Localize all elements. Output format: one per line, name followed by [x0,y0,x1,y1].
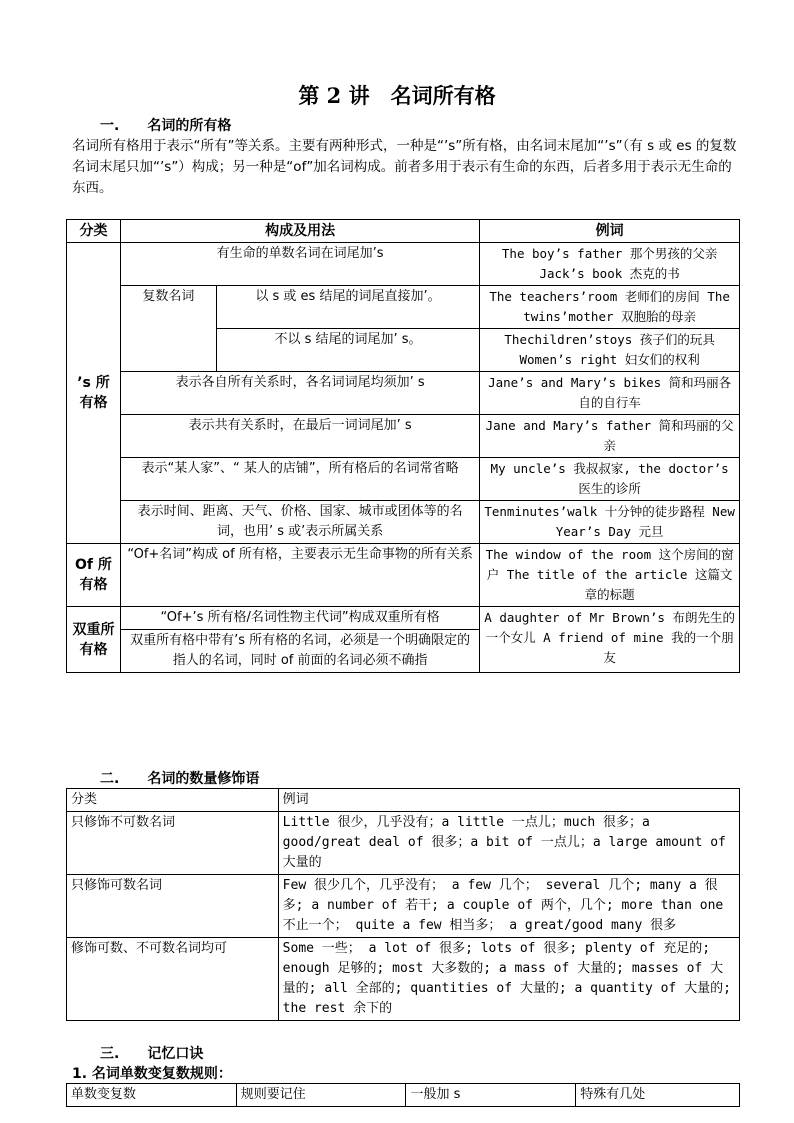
usage-cell: 表示时间、距离、天气、价格、国家、城市或团体等的名词，也用’ s 或’表示所属关系 [120,501,479,544]
plural-noun-label: 复数名词 [120,286,216,372]
usage-cell: 表示共有关系时，在最后一词词尾加’ s [120,415,479,458]
quantifier-table [66,788,740,1021]
example-cell: The window of the room 这个房间的窗户 The title of the article 这篇文章的标题 [480,544,740,607]
section1-paragraph: 名词所有格用于表示“所有”等关系。主要有两种形式，一种是“’s”所有格，由名词末尾加“’s”（有 s 或 es 的复数名词末尾只加“’s”）构成；另一种是“of”加名词构成。前者多用于表示有生命的东西，后者多用于表示无生命的东西。 [72,138,737,196]
example-cell: The teachers’room 老师们的房间 The twins’mother 双胞胎的母亲 [480,286,740,329]
rule-cell: 一般加 s [406,1084,576,1107]
example-cell: My uncle’s 我叔叔家, the doctor’s 医生的诊所 [480,458,740,501]
header-usage: 构成及用法 [120,220,479,243]
usage-cell: “Of+名词”构成 of 所有格，主要表示无生命事物的所有关系 [120,544,479,607]
category-double-possessive: 双重所有格 [67,607,121,673]
rule-cell: 特殊有几处 [576,1084,740,1107]
category-cell: 只修饰可数名词 [67,875,279,938]
header-examples: 例词 [278,789,739,812]
usage-cell: 表示“某人家”、“ 某人的店铺”，所有格后的名词常省略 [120,458,479,501]
example-cell: Few 很少几个，几乎没有； a few 几个； several 几个; many a 很多; a number of 若干; a couple of 两个，几个; more than one 不止一个； quite a few 相当多； a great/good many 很多 [278,875,739,938]
header-examples: 例词 [480,220,740,243]
usage-cell: 以 s 或 es 结尾的词尾直接加’。 [216,286,479,329]
section2-heading: 二. 名词的数量修饰语 [100,771,260,787]
rule-cell: 单数变复数 [67,1084,237,1107]
example-cell: Tenminutes’walk 十分钟的徒步路程 New Year’s Day 元旦 [480,501,740,544]
example-cell: A daughter of Mr Brown’s 布朗先生的一个女儿 A friend of mine 我的一个朋友 [480,607,740,673]
section1-heading: 一. 名词的所有格 [100,118,232,134]
example-cell: Jane and Mary’s father 简和玛丽的父亲 [480,415,740,458]
header-category: 分类 [67,789,279,812]
example-cell: Little 很少，几乎没有；a little 一点儿；much 很多；a good/great deal of 很多；a bit of 一点儿；a large amount of 大量的 [278,812,739,875]
usage-cell: 双重所有格中带有’s 所有格的名词，必须是一个明确限定的指人的名词，同时 of 前面的名词必须不确指 [120,630,479,673]
category-cell: 只修饰不可数名词 [67,812,279,875]
example-cell: Jane’s and Mary’s bikes 简和玛丽各自的自行车 [480,372,740,415]
possessive-table [66,219,740,673]
example-cell: The boy’s father 那个男孩的父亲 Jack’s book 杰克的书 [480,243,740,286]
plural-rules-table [66,1083,740,1107]
example-cell: Some 一些； a lot of 很多; lots of 很多; plenty of 充足的; enough 足够的; most 大多数的; a mass of 大量的; masses of 大量的; all 全部的; quantities of 大量的; a quantity of 大量的; the rest 余下的 [278,938,739,1021]
category-of-possessive: Of 所有格 [67,544,121,607]
usage-cell: 表示各自所有关系时，各名词词尾均须加’ s [120,372,479,415]
header-category: 分类 [67,220,121,243]
category-s-possessive: ’s 所有格 [67,243,121,544]
usage-cell: “Of+’s 所有格/名词性物主代词”构成双重所有格 [120,607,479,630]
page-title: 第 2 讲 名词所有格 [298,83,496,108]
section3-subheading: 1. 名词单数变复数规则： [72,1066,232,1082]
usage-cell: 有生命的单数名词在词尾加’s [120,243,479,286]
example-cell: Thechildren’stoys 孩子们的玩具 Women’s right 妇女们的权利 [480,329,740,372]
category-cell: 修饰可数、不可数名词均可 [67,938,279,1021]
rule-cell: 规则要记住 [236,1084,406,1107]
usage-cell: 不以 s 结尾的词尾加’ s。 [216,329,479,372]
section3-heading: 三. 记忆口诀 [100,1046,204,1062]
